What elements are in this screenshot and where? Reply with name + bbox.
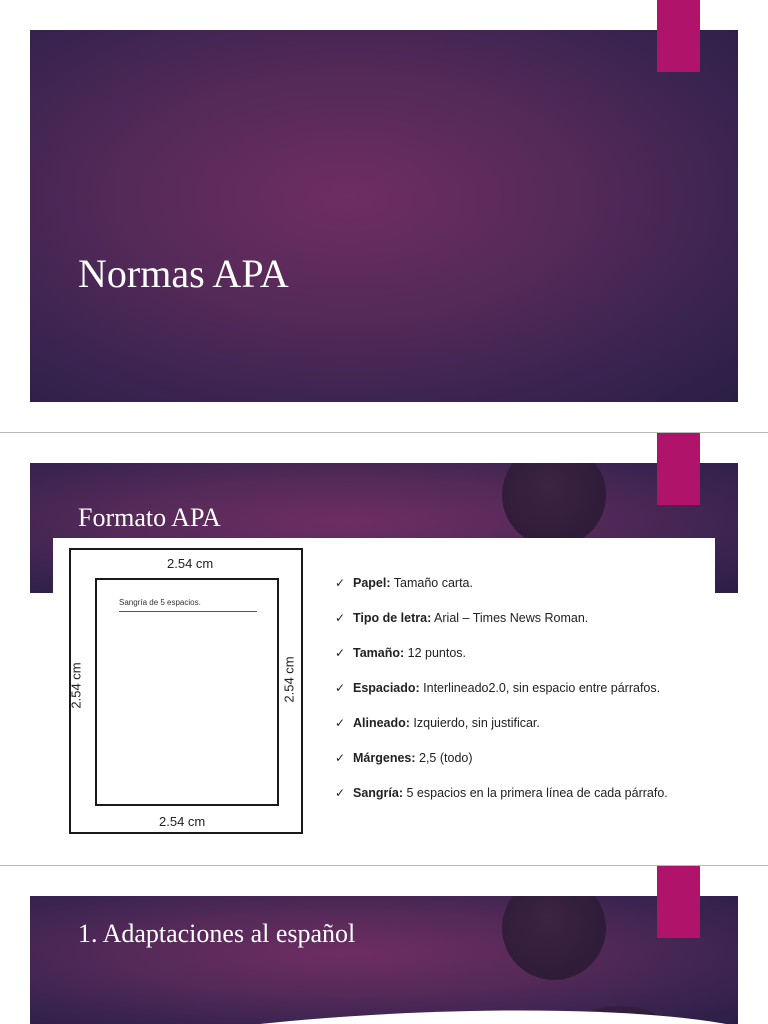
slide-header-background (30, 896, 738, 1024)
left-margin-label: 2.54 cm (68, 662, 84, 709)
inner-page (95, 578, 279, 806)
accent-tab (657, 433, 700, 505)
slide-adaptaciones (0, 866, 768, 1024)
slide-title-text: Formato APA (78, 503, 221, 532)
spec-alineado: ✓ Alineado: Izquierdo, sin justificar. (335, 716, 540, 730)
check-icon: ✓ (335, 716, 346, 730)
spec-espaciado: ✓ Espaciado: Interlineado2.0, sin espacio entre párrafos. (335, 681, 661, 695)
accent-tab (657, 866, 700, 938)
spec-tamano: ✓ Tamaño: 12 puntos. (335, 646, 467, 660)
indent-note: Sangría de 5 espacios. (119, 598, 201, 607)
spec-tipo-letra: ✓ Tipo de letra: Arial – Times News Roman. (335, 611, 589, 625)
indent-line (119, 611, 257, 612)
spec-papel: ✓ Papel: Tamaño carta. (335, 576, 473, 590)
spec-sangria: ✓ Sangría: 5 espacios en la primera línea de cada párrafo. (335, 786, 668, 800)
right-margin-label: 2.54 cm (281, 656, 297, 703)
slide-title-text: 1. Adaptaciones al español (78, 919, 356, 948)
check-icon: ✓ (335, 576, 346, 590)
format-content (53, 538, 715, 850)
margin-diagram (69, 548, 303, 834)
spec-margenes: ✓ Márgenes: 2,5 (todo) (335, 751, 473, 765)
check-icon: ✓ (335, 611, 346, 625)
decorative-circle (502, 896, 606, 980)
accent-tab (657, 0, 700, 72)
top-margin-label: 2.54 cm (167, 556, 214, 571)
check-icon: ✓ (335, 751, 346, 765)
check-icon: ✓ (335, 786, 346, 800)
check-icon: ✓ (335, 681, 346, 695)
bottom-margin-label: 2.54 cm (159, 814, 206, 829)
slide-title-text: Normas APA (78, 251, 289, 296)
decorative-circle (502, 463, 606, 547)
check-icon: ✓ (335, 646, 346, 660)
slide-background (30, 30, 738, 402)
slide-title (0, 0, 768, 432)
